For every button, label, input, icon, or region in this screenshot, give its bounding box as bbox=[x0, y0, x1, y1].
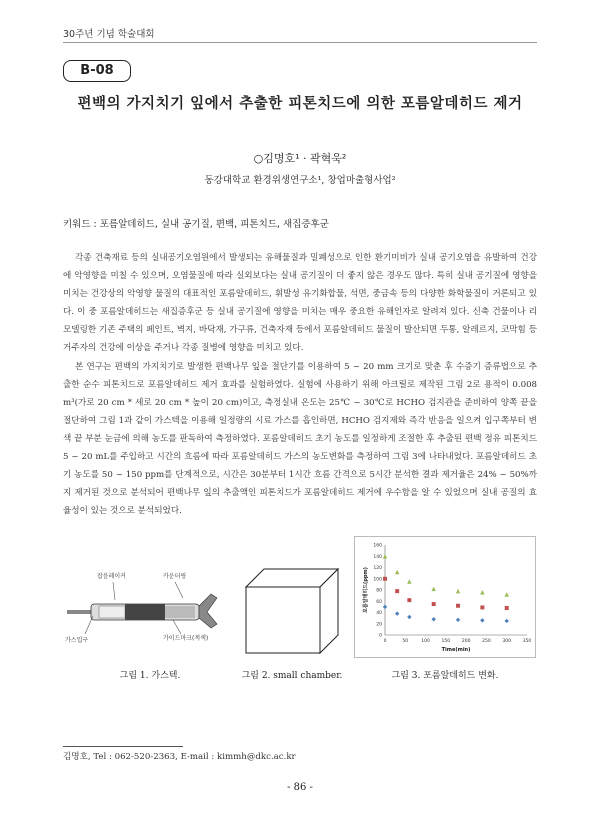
footnote: 김명호, Tel : 062-520-2363, E-mail : kimmh@dkc.ac.kr bbox=[63, 752, 296, 762]
x-tick-label: 200 bbox=[461, 639, 471, 644]
data-point bbox=[431, 587, 435, 591]
data-point bbox=[505, 606, 509, 610]
y-tick-label: 20 bbox=[376, 622, 382, 628]
figure-1-caption: 그림 1. 가스텍. bbox=[119, 671, 181, 681]
keywords: 키워드 : 포름알데히드, 실내 공기질, 편백, 피톤치드, 새집증후군 bbox=[63, 219, 329, 230]
paragraph-2: 본 연구는 편백의 가지치기로 발생한 편백나무 잎을 절단기를 이용하여 5 ~ 20 mm 크기로 맞춘 후 수증기 증류법으로 추출한 순수 피톤치드로 포름알데히드 제거 효과를 실험하였다. 실험에 사용하기 위해 아크릴로 제작된 그림 2로 용적이 0.008 m³(가로 20 cm * 세로 20 cm * 높이 20 cm)이고, 측정실내 온도는 25℃ ~ 30℃로 HCHO 검지관을 준비하여 양쪽 끝을 절단하여 그림 1과 같이 가스텍을 이용해 일정량의 시료 가스를 흡인하면, HCHO 검지제와 즉각 반응을 일으켜 입구쪽부터 변색 끝 부분 눈금에 의해 농도를 판독하여 측정하였다. 포름알데히드 초기 농도를 일정하게 조절한 후 추출된 편백 정유 피톤치드 5 ~ 20 mL를 주입하고 시간의 흐름에 따라 포름알데히드 가스의 농도변화를 측정하여 그림 3에 나타내었다. 포름알데히드 초기 농도를 50 ~ 150 ppm를 단계적으로, 시간은 30분부터 1시간 흐름 간격으로 5시간 분석한 결과 제거율은 24% ~ 50%까지 제거된 것으로 분석되어 편백나무 잎의 추출액인 피톤치드가 포름알데히드 제거에 우수함을 알 수 있었으며 실내 공질의 효율성이 있는 것으로 분석되었다. bbox=[63, 361, 537, 517]
data-point bbox=[407, 579, 411, 583]
y-tick-label: 120 bbox=[373, 566, 382, 571]
data-point bbox=[407, 615, 411, 619]
data-point bbox=[456, 589, 460, 593]
data-point bbox=[395, 589, 399, 593]
x-tick-label: 350 bbox=[522, 639, 532, 644]
x-tick-label: 0 bbox=[383, 639, 387, 644]
header-rule bbox=[63, 42, 537, 43]
x-axis-title: Time(min) bbox=[441, 647, 471, 653]
label-counter-ring: 카운터링 bbox=[163, 573, 187, 580]
data-point bbox=[505, 592, 509, 596]
data-point bbox=[395, 570, 399, 574]
y-tick-label: 60 bbox=[376, 599, 382, 605]
y-tick-label: 40 bbox=[376, 611, 382, 616]
paragraph-1: 각종 건축재료 등의 실내공기오염원에서 발생되는 유해물질과 밀폐성으로 인한 환기미비가 실내 공기오염을 유발하여 건강에 악영향을 미칠 수 있으며, 오염물질에 따라 실외보다는 실내 공기질이 더 좋지 않은 경우도 많다. 특히 실내 공기질에 영향을 미치는 건강상의 악영향 물질의 대표적인 포름알데히드, 휘발성 유기화합물, 석면, 중금속 등의 다양한 화학물질이 거론되고 있다. 이 중 포름알데히드는 새집증후군 등 실내 공기질에 영향을 미치는 매우 중요한 유해인자로 알려져 있다. 신축 건물이나 리모델링한 기존 주택의 페인트, 벽지, 바닥재, 가구류, 건축자재 등에서 포름알데히드 물질이 발산되면 두통, 알레르지, 코막힘 등 거주자의 건강에 이상을 주거나 각종 질병에 영향을 미치고 있다. bbox=[63, 253, 537, 354]
data-point bbox=[480, 618, 484, 622]
label-gas-inlet: 가스입구 bbox=[65, 637, 89, 644]
data-point bbox=[480, 590, 484, 594]
data-point bbox=[456, 618, 460, 622]
y-tick-label: 140 bbox=[373, 554, 382, 560]
page-number: - 86 - bbox=[287, 782, 313, 793]
footnote-rule bbox=[63, 746, 183, 747]
y-tick-label: 160 bbox=[373, 543, 382, 549]
small-chamber-figure bbox=[242, 565, 342, 655]
figure-3-caption: 그림 3. 포름알데히드 변화. bbox=[391, 671, 499, 681]
y-tick-label: 0 bbox=[379, 633, 382, 639]
abstract-body bbox=[63, 249, 537, 520]
authors: ○김명호¹ · 곽혁욱² bbox=[253, 152, 347, 165]
data-point bbox=[431, 617, 435, 621]
y-tick-label: 80 bbox=[376, 588, 382, 594]
data-point bbox=[407, 598, 411, 602]
x-tick-label: 150 bbox=[441, 639, 451, 644]
data-point bbox=[456, 604, 460, 608]
data-point bbox=[383, 554, 387, 558]
label-noise-maker: 잡음레이커 bbox=[97, 573, 126, 580]
formaldehyde-chart bbox=[354, 536, 536, 658]
data-point bbox=[383, 577, 387, 581]
paper-title: 편백의 가지치기 잎에서 추출한 피톤치드에 의한 포름알데히드 제거 bbox=[77, 96, 523, 112]
data-point bbox=[505, 619, 509, 623]
y-tick-label: 100 bbox=[373, 577, 382, 583]
paper-code-badge: B-08 bbox=[63, 60, 131, 82]
data-point bbox=[395, 611, 399, 615]
affiliation: 동강대학교 환경위생연구소¹, 창업마출형사업² bbox=[204, 175, 396, 186]
data-point bbox=[480, 605, 484, 609]
running-header: 30주년 기념 학술대회 bbox=[63, 29, 155, 40]
x-tick-label: 100 bbox=[421, 639, 430, 644]
data-point bbox=[383, 605, 387, 609]
figure-2-caption: 그림 2. small chamber. bbox=[241, 671, 343, 681]
x-tick-label: 250 bbox=[482, 639, 491, 644]
data-point bbox=[432, 602, 436, 606]
gastec-pump-figure bbox=[63, 568, 231, 658]
x-tick-label: 50 bbox=[402, 639, 409, 644]
y-axis-title: 포름알데히드(ppm) bbox=[363, 567, 369, 613]
x-tick-label: 300 bbox=[502, 639, 512, 644]
label-guide-mark: 가이드마크(적색) bbox=[163, 635, 209, 642]
